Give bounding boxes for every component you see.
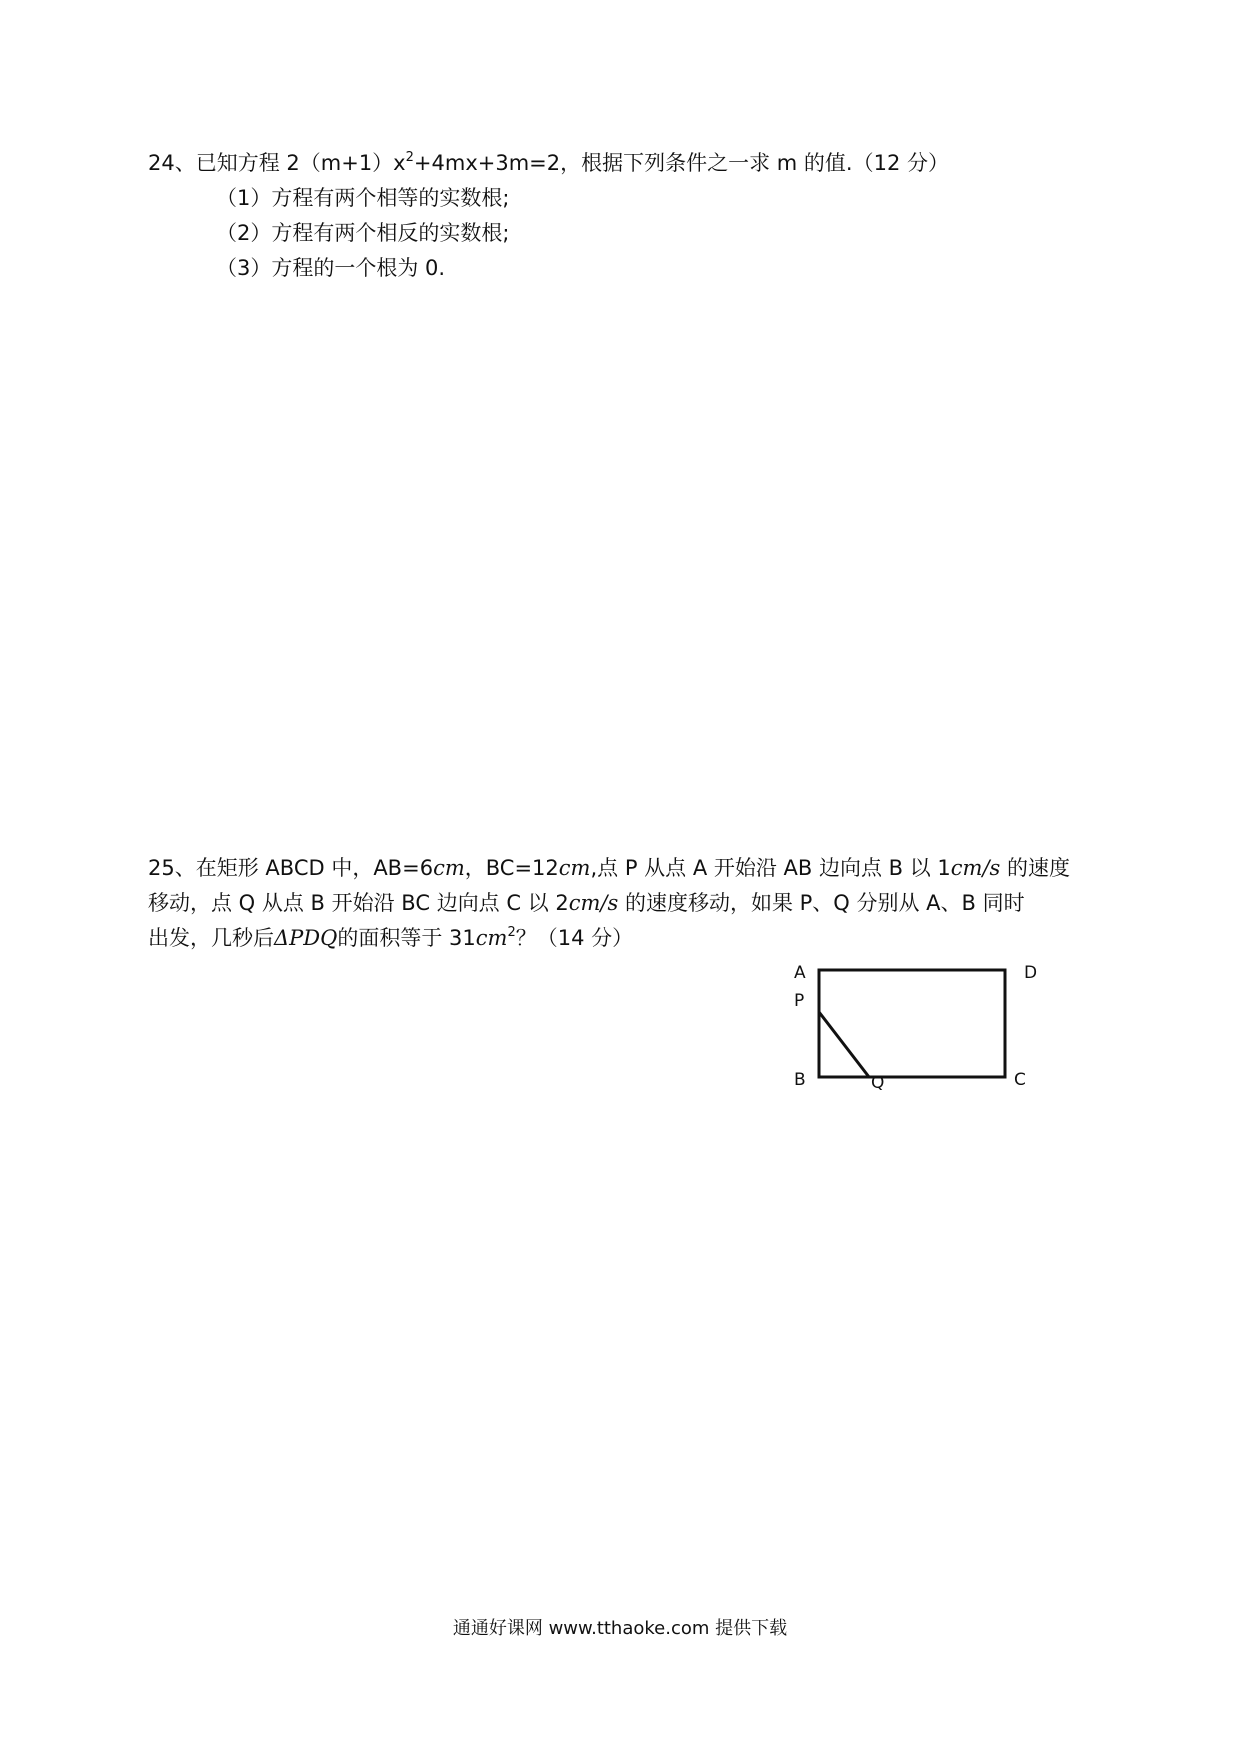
unit-text: cm/s bbox=[568, 891, 619, 915]
question-24-condition-3: （3）方程的一个根为 0. bbox=[216, 256, 446, 280]
rectangle-figure bbox=[780, 955, 1060, 1105]
label-a: A bbox=[794, 963, 806, 983]
footer-text: 通通好课网 www.tthaoke.com 提供下载 bbox=[452, 1618, 788, 1639]
label-b: B bbox=[794, 1070, 806, 1090]
question-24-stem-b: +4mx+3m=2，根据下列条件之一求 m 的值.（12 分） bbox=[413, 151, 949, 175]
question-24-exponent: 2 bbox=[405, 150, 414, 165]
question-25-text: 在矩形 ABCD 中，AB=6 bbox=[195, 856, 434, 880]
question-24-number: 24、 bbox=[148, 151, 196, 175]
unit-text: cm bbox=[475, 926, 508, 950]
unit-text: cm bbox=[558, 856, 591, 880]
question-25-line-3 bbox=[148, 923, 633, 953]
question-25-number: 25、 bbox=[148, 856, 196, 880]
question-25-line-1 bbox=[148, 853, 1070, 883]
label-q: Q bbox=[871, 1073, 885, 1093]
unit-exponent: 2 bbox=[507, 925, 516, 940]
question-25-text: 的速度 bbox=[1000, 856, 1071, 880]
question-25-text: 出发，几秒后 bbox=[148, 926, 274, 950]
triangle-symbol: ΔPDQ bbox=[274, 926, 338, 950]
question-25-line-2 bbox=[148, 888, 1025, 918]
label-c: C bbox=[1014, 1070, 1026, 1090]
segment-pq bbox=[819, 1012, 869, 1077]
rectangle-abcd bbox=[819, 970, 1005, 1077]
question-24-condition-2: （2）方程有两个相反的实数根; bbox=[216, 221, 510, 245]
label-d: D bbox=[1024, 963, 1038, 983]
unit-text: cm bbox=[433, 856, 465, 880]
question-25-text: 的面积等于 31 bbox=[337, 926, 476, 950]
label-p: P bbox=[794, 991, 805, 1011]
question-25-text: ，BC=12 bbox=[464, 856, 559, 880]
question-24-condition-1: （1）方程有两个相等的实数根; bbox=[216, 186, 510, 210]
question-25-text: 的速度移动，如果 P、Q 分别从 A、B 同时 bbox=[618, 891, 1025, 915]
question-25-text: ？（14 分） bbox=[515, 926, 634, 950]
question-25-text: 移动，点 Q 从点 B 开始沿 BC 边向点 C 以 2 bbox=[148, 891, 569, 915]
question-25-text: ,点 P 从点 A 开始沿 AB 边向点 B 以 1 bbox=[590, 856, 951, 880]
question-24-stem-a: 已知方程 2（m+1）x bbox=[195, 151, 406, 175]
unit-text: cm/s bbox=[950, 856, 1001, 880]
question-24-stem bbox=[148, 148, 949, 178]
